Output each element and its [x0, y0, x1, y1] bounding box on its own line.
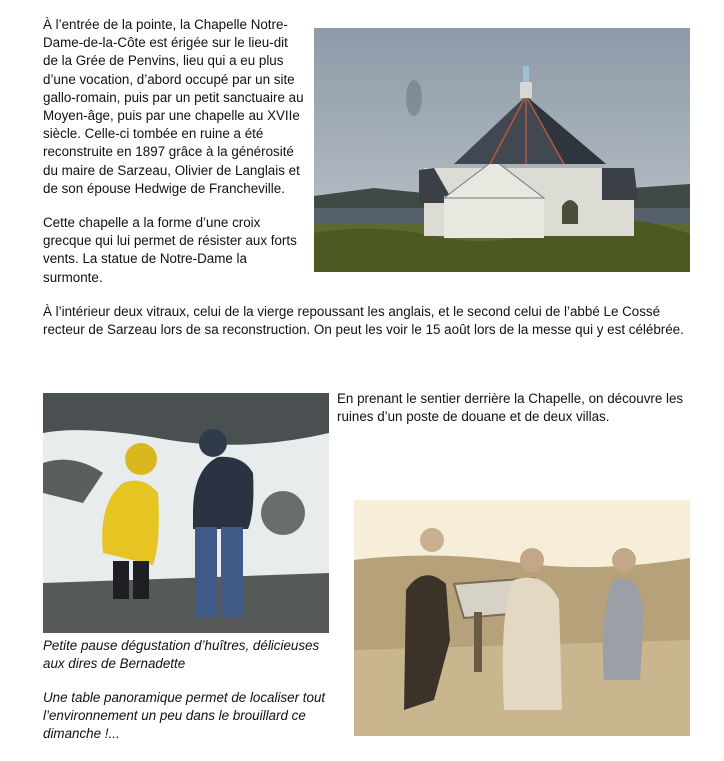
- oyster-photo: [43, 393, 329, 633]
- interior-paragraph: À l’intérieur deux vitraux, celui de la vierge repoussant les anglais, et le second celui de l’abbé Le Cossé recteur de Sarzeau lors de sa reconstruction. On peut les voir le 15 août lors de la messe qui y est célébrée.: [43, 304, 684, 338]
- panorama-illustration: [354, 500, 690, 736]
- panorama-table-photo: [354, 500, 690, 736]
- oyster-caption: Petite pause dégustation d’huîtres, délicieuses aux dires de Bernadette: [43, 638, 320, 672]
- panorama-caption: Une table panoramique permet de localiser tout l’environnement un peu dans le brouillard ce dimanche !...: [43, 690, 326, 742]
- chapel-illustration: [314, 28, 690, 272]
- intro-paragraph: À l’entrée de la pointe, la Chapelle Notre-Dame-de-la-Côte est érigée sur le lieu-dit de la Grée de Penvins, lieu qui a eu plus d’une vocation, d’abord occupé par un site gallo-romain, puis par un petit sanctuaire au Moyen-âge, puis par une chapelle au XVIIe siècle. Celle-ci tombée en ruine a été reconstruite en 1897 grâce à la générosité du maire de Sarzeau, Olivier de Langlais et de son épouse Hedwige de Francheville.: [43, 17, 304, 196]
- path-paragraph: En prenant le sentier derrière la Chapelle, on découvre les ruines d’un poste de douane et de deux villas.: [337, 391, 684, 425]
- chapel-shape-paragraph: Cette chapelle a la forme d’une croix grecque qui lui permet de résister aux forts vents. La statue de Notre-Dame la surmonte.: [43, 215, 297, 285]
- oyster-illustration: [43, 393, 329, 633]
- chapel-photo: [314, 28, 690, 272]
